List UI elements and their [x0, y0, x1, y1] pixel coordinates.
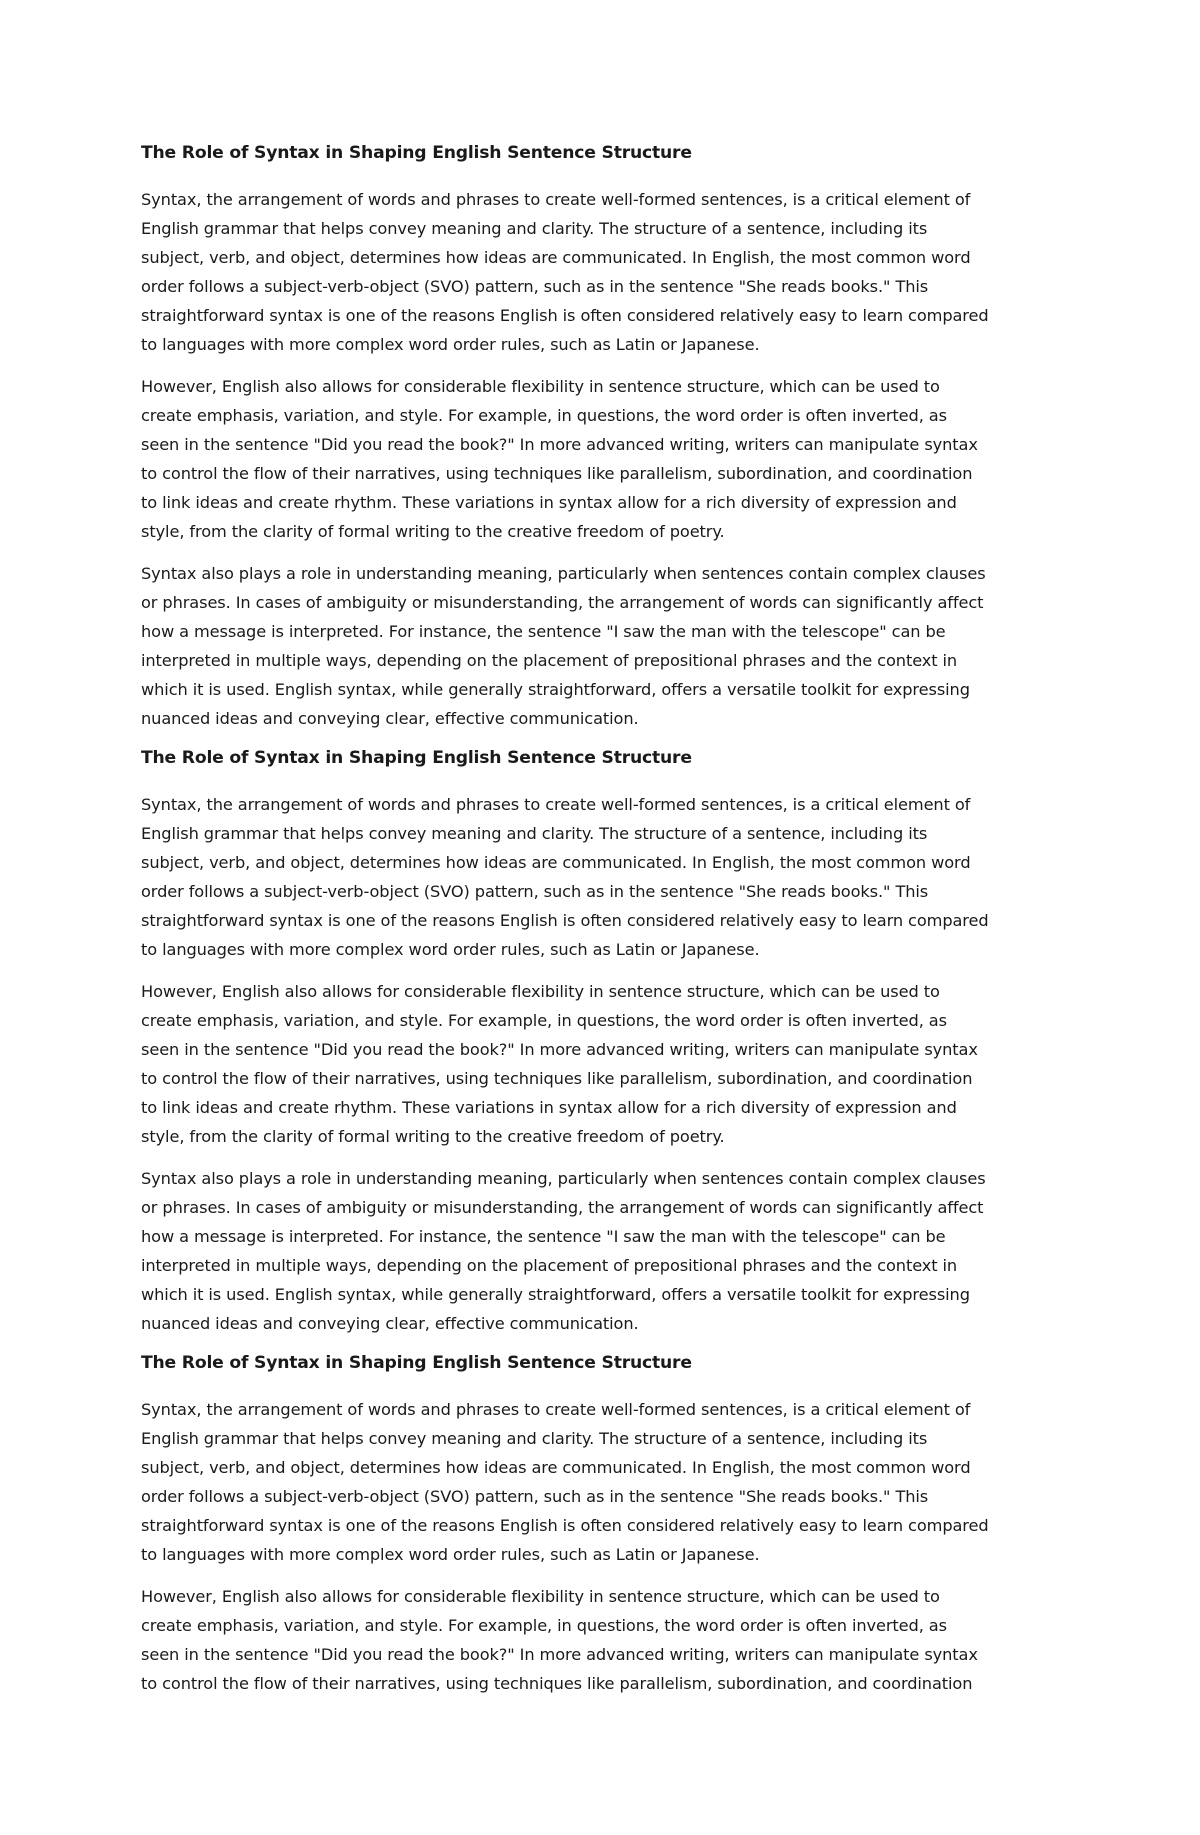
paragraph-line: straightforward syntax is one of the reasons English is often considered relatively easy to learn compared: [141, 911, 989, 930]
paragraph-line: to languages with more complex word order rules, such as Latin or Japanese.: [141, 335, 760, 354]
paragraph-line: order follows a subject-verb-object (SVO) pattern, such as in the sentence "She reads books." This: [141, 882, 929, 901]
body-paragraph: [141, 1582, 1061, 1698]
paragraph-line: order follows a subject-verb-object (SVO) pattern, such as in the sentence "She reads books." This: [141, 277, 929, 296]
paragraph-line: to control the flow of their narratives, using techniques like parallelism, subordination, and coordination: [141, 1069, 973, 1088]
paragraph-line: to languages with more complex word order rules, such as Latin or Japanese.: [141, 1545, 760, 1564]
paragraph-line: English grammar that helps convey meaning and clarity. The structure of a sentence, including its: [141, 824, 928, 843]
paragraph-line: to control the flow of their narratives, using techniques like parallelism, subordination, and coordination: [141, 1674, 973, 1693]
paragraph-line: Syntax also plays a role in understanding meaning, particularly when sentences contain complex clauses: [141, 564, 986, 583]
body-paragraph: [141, 1164, 1061, 1338]
document-section: [141, 141, 1061, 733]
paragraph-line: interpreted in multiple ways, depending on the placement of prepositional phrases and the context in: [141, 1256, 958, 1275]
document-page: [141, 141, 1061, 1711]
document-section: [141, 1351, 1061, 1698]
paragraph-line: subject, verb, and object, determines how ideas are communicated. In English, the most common word: [141, 1458, 971, 1477]
paragraph-line: create emphasis, variation, and style. For example, in questions, the word order is often inverted, as: [141, 406, 947, 425]
paragraph-line: Syntax, the arrangement of words and phrases to create well-formed sentences, is a critical element of: [141, 1400, 971, 1419]
paragraph-line: straightforward syntax is one of the reasons English is often considered relatively easy to learn compared: [141, 306, 989, 325]
paragraph-line: Syntax also plays a role in understanding meaning, particularly when sentences contain complex clauses: [141, 1169, 986, 1188]
paragraph-line: create emphasis, variation, and style. For example, in questions, the word order is often inverted, as: [141, 1616, 947, 1635]
paragraph-line: seen in the sentence "Did you read the book?" In more advanced writing, writers can manipulate syntax: [141, 435, 978, 454]
document-section: [141, 746, 1061, 1338]
body-paragraph: [141, 559, 1061, 733]
section-heading: The Role of Syntax in Shaping English Sentence Structure: [141, 1353, 692, 1373]
paragraph-line: to link ideas and create rhythm. These variations in syntax allow for a rich diversity of expression and: [141, 493, 957, 512]
body-paragraph: [141, 372, 1061, 546]
paragraph-line: nuanced ideas and conveying clear, effective communication.: [141, 1314, 639, 1333]
paragraph-line: to languages with more complex word order rules, such as Latin or Japanese.: [141, 940, 760, 959]
paragraph-line: English grammar that helps convey meaning and clarity. The structure of a sentence, including its: [141, 219, 928, 238]
body-paragraph: [141, 790, 1061, 964]
paragraph-line: style, from the clarity of formal writing to the creative freedom of poetry.: [141, 1127, 725, 1146]
paragraph-line: how a message is interpreted. For instance, the sentence "I saw the man with the telescope" can be: [141, 622, 946, 641]
paragraph-line: subject, verb, and object, determines how ideas are communicated. In English, the most common word: [141, 853, 971, 872]
paragraph-line: nuanced ideas and conveying clear, effective communication.: [141, 709, 639, 728]
body-paragraph: [141, 977, 1061, 1151]
paragraph-line: to link ideas and create rhythm. These variations in syntax allow for a rich diversity of expression and: [141, 1098, 957, 1117]
paragraph-line: which it is used. English syntax, while generally straightforward, offers a versatile toolkit for expressing: [141, 680, 970, 699]
section-heading: The Role of Syntax in Shaping English Sentence Structure: [141, 143, 692, 163]
paragraph-line: English grammar that helps convey meaning and clarity. The structure of a sentence, including its: [141, 1429, 928, 1448]
section-heading: The Role of Syntax in Shaping English Sentence Structure: [141, 748, 692, 768]
paragraph-line: However, English also allows for considerable flexibility in sentence structure, which can be used to: [141, 1587, 940, 1606]
paragraph-line: create emphasis, variation, and style. For example, in questions, the word order is often inverted, as: [141, 1011, 947, 1030]
body-paragraph: [141, 1395, 1061, 1569]
paragraph-line: seen in the sentence "Did you read the book?" In more advanced writing, writers can manipulate syntax: [141, 1645, 978, 1664]
paragraph-line: or phrases. In cases of ambiguity or misunderstanding, the arrangement of words can significantly affect: [141, 1198, 984, 1217]
paragraph-line: subject, verb, and object, determines how ideas are communicated. In English, the most common word: [141, 248, 971, 267]
paragraph-line: straightforward syntax is one of the reasons English is often considered relatively easy to learn compared: [141, 1516, 989, 1535]
paragraph-line: However, English also allows for considerable flexibility in sentence structure, which can be used to: [141, 377, 940, 396]
paragraph-line: or phrases. In cases of ambiguity or misunderstanding, the arrangement of words can significantly affect: [141, 593, 984, 612]
paragraph-line: Syntax, the arrangement of words and phrases to create well-formed sentences, is a critical element of: [141, 190, 971, 209]
paragraph-line: However, English also allows for considerable flexibility in sentence structure, which can be used to: [141, 982, 940, 1001]
paragraph-line: interpreted in multiple ways, depending on the placement of prepositional phrases and the context in: [141, 651, 958, 670]
paragraph-line: which it is used. English syntax, while generally straightforward, offers a versatile toolkit for expressing: [141, 1285, 970, 1304]
paragraph-line: to control the flow of their narratives, using techniques like parallelism, subordination, and coordination: [141, 464, 973, 483]
paragraph-line: order follows a subject-verb-object (SVO) pattern, such as in the sentence "She reads books." This: [141, 1487, 929, 1506]
paragraph-line: seen in the sentence "Did you read the book?" In more advanced writing, writers can manipulate syntax: [141, 1040, 978, 1059]
paragraph-line: Syntax, the arrangement of words and phrases to create well-formed sentences, is a critical element of: [141, 795, 971, 814]
paragraph-line: how a message is interpreted. For instance, the sentence "I saw the man with the telescope" can be: [141, 1227, 946, 1246]
body-paragraph: [141, 185, 1061, 359]
paragraph-line: style, from the clarity of formal writing to the creative freedom of poetry.: [141, 522, 725, 541]
